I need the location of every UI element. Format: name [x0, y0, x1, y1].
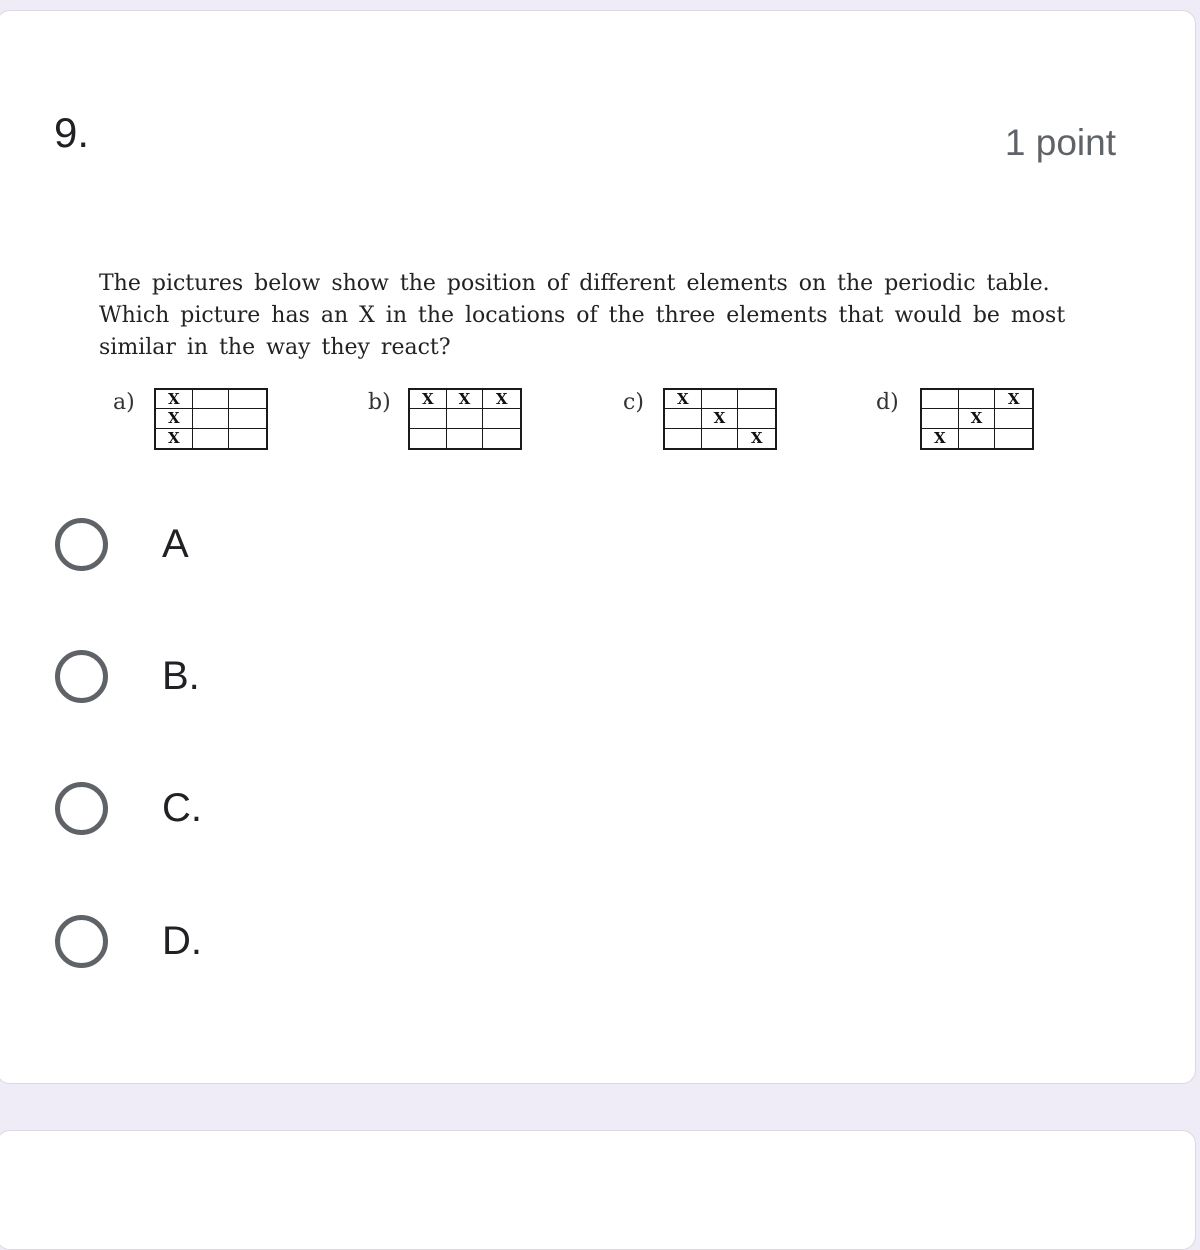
- radio-button-icon[interactable]: [55, 915, 108, 968]
- grid-cell: [922, 409, 959, 428]
- radio-button-icon[interactable]: [55, 782, 108, 835]
- option-label: B.: [162, 653, 200, 698]
- grid-cell: [483, 429, 520, 448]
- question-number: 9.: [54, 109, 90, 156]
- grid-cell: [229, 390, 266, 409]
- option-a[interactable]: [55, 512, 655, 576]
- figure-grid-b: [408, 388, 522, 450]
- figure-label-d: d): [876, 390, 899, 415]
- grid-cell: X: [447, 390, 484, 409]
- grid-cell: [959, 390, 996, 409]
- figure-label-c: c): [623, 390, 644, 415]
- grid-cell: X: [702, 409, 739, 428]
- figure-grid-a: [154, 388, 268, 450]
- grid-cell: [410, 409, 447, 428]
- option-b[interactable]: [55, 644, 655, 708]
- figure-label-b: b): [368, 390, 391, 415]
- grid-cell: X: [995, 390, 1032, 409]
- grid-cell: [193, 409, 230, 428]
- grid-cell: X: [959, 409, 996, 428]
- option-label: D.: [162, 918, 202, 963]
- grid-cell: [229, 409, 266, 428]
- grid-cell: [193, 390, 230, 409]
- grid-cell: [193, 429, 230, 448]
- figure-grid-d: [920, 388, 1034, 450]
- grid-cell: [738, 409, 775, 428]
- figure-label-a: a): [113, 390, 135, 415]
- grid-cell: [665, 409, 702, 428]
- grid-cell: [665, 429, 702, 448]
- grid-cell: X: [922, 429, 959, 448]
- question-points: 1 point: [1004, 122, 1116, 163]
- grid-cell: X: [483, 390, 520, 409]
- grid-cell: X: [156, 429, 193, 448]
- question-text: The pictures below show the position of different elements on the periodic table. Which picture has an X in the locations of the three elements that would be most similar in the way they react?: [99, 271, 1066, 360]
- grid-cell: [995, 429, 1032, 448]
- grid-cell: [410, 429, 447, 448]
- option-label: A: [162, 521, 189, 566]
- grid-cell: [229, 429, 266, 448]
- grid-cell: X: [665, 390, 702, 409]
- grid-cell: [702, 429, 739, 448]
- option-d[interactable]: [55, 909, 655, 973]
- grid-cell: X: [156, 409, 193, 428]
- figure-grid-c: [663, 388, 777, 450]
- radio-button-icon[interactable]: [55, 518, 108, 571]
- grid-cell: X: [750, 428, 763, 447]
- grid-cell: [702, 390, 739, 409]
- grid-cell: [995, 409, 1032, 428]
- grid-cell: [959, 429, 996, 448]
- radio-button-icon[interactable]: [55, 650, 108, 703]
- option-label: C.: [162, 785, 202, 830]
- grid-cell: X: [410, 390, 447, 409]
- grid-cell: [447, 429, 484, 448]
- grid-cell: X: [156, 390, 193, 409]
- option-c[interactable]: [55, 776, 655, 840]
- grid-cell: [483, 409, 520, 428]
- grid-cell: [922, 390, 959, 409]
- grid-cell: [447, 409, 484, 428]
- next-question-card: [0, 1130, 1196, 1250]
- grid-cell: [738, 390, 775, 409]
